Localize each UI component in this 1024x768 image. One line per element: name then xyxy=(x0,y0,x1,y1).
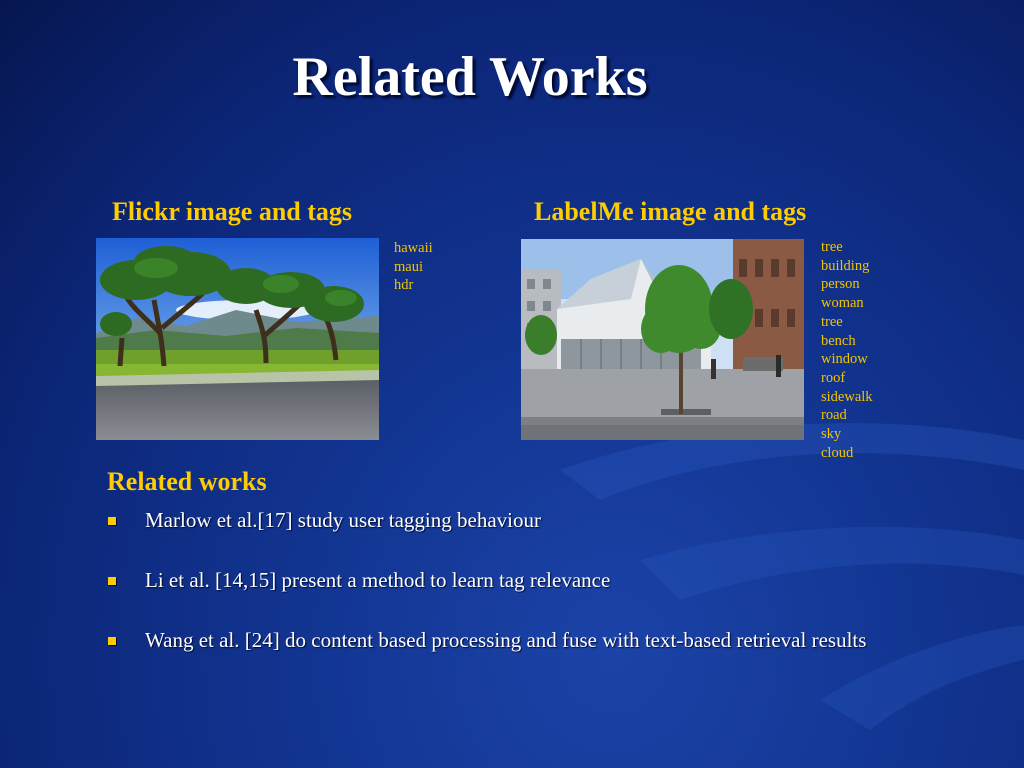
square-bullet-icon xyxy=(108,577,116,585)
tag: hdr xyxy=(394,277,414,294)
flickr-image xyxy=(96,238,379,440)
tag: tree xyxy=(821,313,843,330)
bullet-text: Li et al. [14,15] present a method to learn tag relevance xyxy=(145,568,611,592)
related-works-heading: Related works xyxy=(107,467,267,496)
tag: building xyxy=(821,257,870,274)
labelme-image xyxy=(521,239,804,440)
tag: roof xyxy=(821,369,846,386)
square-bullet-icon xyxy=(108,517,116,525)
tag: window xyxy=(821,351,868,368)
tag: sky xyxy=(821,426,842,443)
tag: cloud xyxy=(821,444,854,461)
bullet-text: Marlow et al.[17] study user tagging behaviour xyxy=(145,508,541,532)
tag: bench xyxy=(821,332,856,349)
tag: maui xyxy=(394,258,423,275)
tag: tree xyxy=(821,239,843,255)
bullet-text: Wang et al. [24] do content based processing and fuse with text-based retrieval results xyxy=(145,628,867,652)
tag: road xyxy=(821,407,847,424)
flickr-tag-list xyxy=(394,239,433,295)
square-bullet-icon xyxy=(108,637,116,645)
tag: woman xyxy=(821,295,864,312)
flickr-caption: Flickr image and tags xyxy=(112,197,353,226)
slide-title: Related Works xyxy=(292,46,648,108)
labelme-caption: LabelMe image and tags xyxy=(534,197,807,226)
tag: person xyxy=(821,276,860,293)
tag: sidewalk xyxy=(821,388,873,405)
labelme-tag-list xyxy=(821,238,873,462)
tag: hawaii xyxy=(394,240,433,256)
